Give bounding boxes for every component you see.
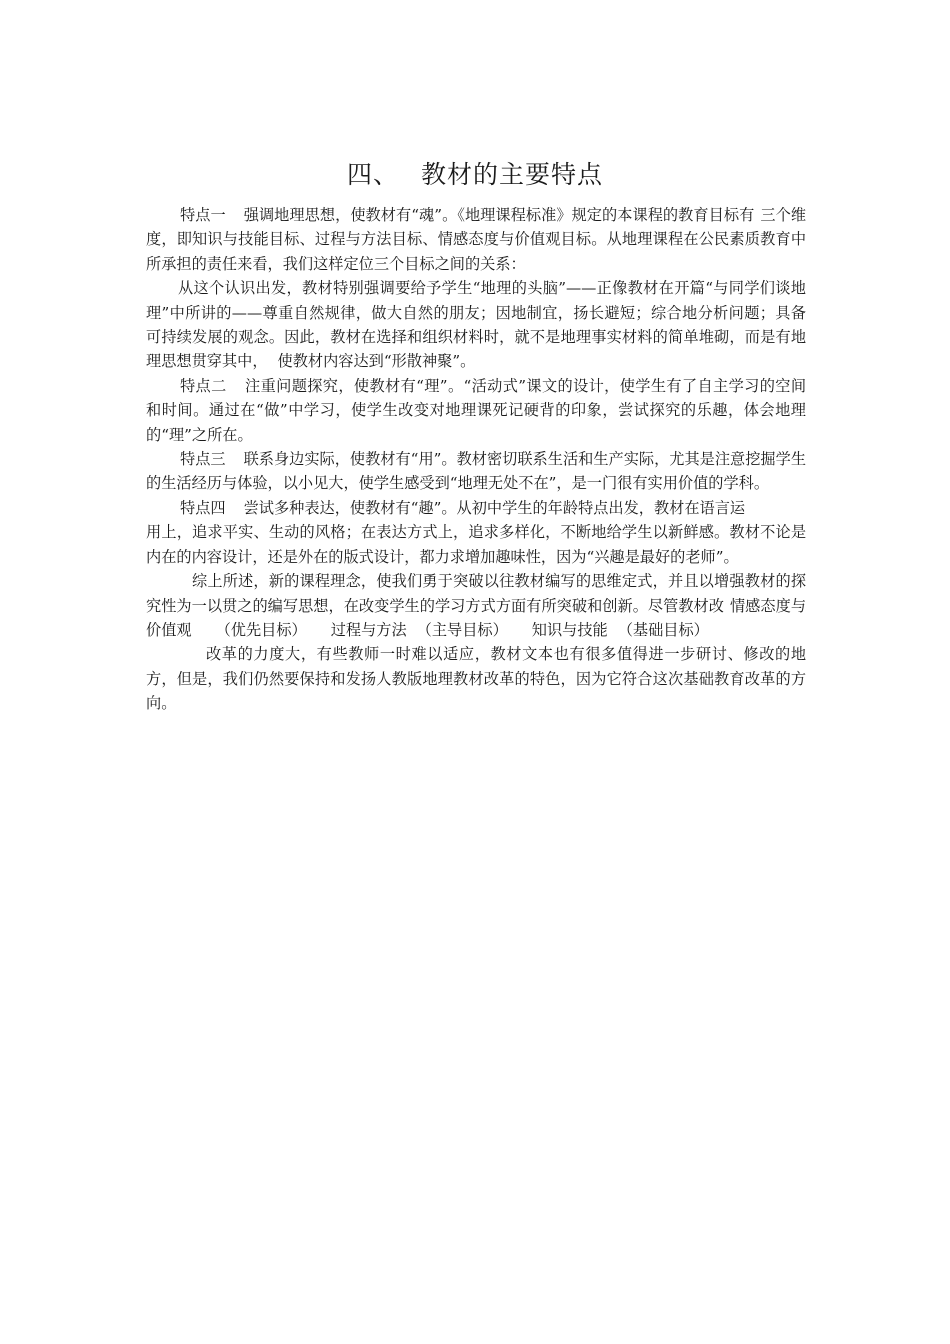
geography-mind-text-a: 从这个认识出发，教材特别强调要给予学生“地理的头脑”——正像教材在开篇“与同学们谈地理”中所讲的——尊重自然规律，做大自然的朋友；因地制宜，扬长避短；综合地分析问题；具备可持续发展的观念。因此，教材在选择和组织材料时，就不是地理事实材料的简单堆砌，而是有地理思想贯穿其中， bbox=[146, 279, 806, 371]
feature-four-text-b: 用上，追求平实、生动的风格；在表达方式上，追求多样化，不断地给学生以新鲜感。教材不论是内在的内容设计，还是外在的版式设计，都力求增加趣味性，因为“兴趣是最好的老师”。 bbox=[146, 523, 806, 566]
feature-two-text: 注重问题探究，使教材有“理”。“活动式”课文的设计，使学生有了自主学习的空间和时间。通过在“做”中学习，使学生改变对地理课死记硬背的印象，尝试探究的乐趣，体会地理的“理”之所在。 bbox=[146, 376, 807, 444]
feature-four-label: 特点四 bbox=[180, 498, 226, 517]
paragraph-geography-mind bbox=[146, 276, 806, 374]
goal-emotion-tag: （优先目标） bbox=[215, 620, 307, 639]
goal-knowledge-tag: （基础目标） bbox=[617, 620, 709, 639]
paragraph-reform bbox=[146, 642, 806, 715]
paragraph-summary bbox=[146, 569, 806, 642]
reform-text: 改革的力度大，有些教师一时难以适应，教材文本也有很多值得进一步研讨、修改的地方，但是，我们仍然要保持和发扬人教版地理教材改革的特色，因为它符合这次基础教育改革的方向。 bbox=[146, 645, 806, 713]
feature-one-text-a: 强调地理思想，使教材有“魂”。《地理课程标准》规定的本课程的教育目标有 bbox=[243, 206, 755, 224]
summary-text-a: 综上所述，新的课程理念，使我们勇于突破以往教材编写的思维定式，并且以增强教材的探究性为一以贯之的编写思想，在改变学生的学习方式方面有所突破和创新。尽管教材改 bbox=[146, 572, 806, 615]
document-body bbox=[146, 203, 806, 716]
feature-three-label: 特点三 bbox=[180, 450, 226, 469]
goal-knowledge: 知识与技能 bbox=[531, 620, 608, 639]
feature-two-label: 特点二 bbox=[180, 376, 227, 395]
paragraph-feature-four-b bbox=[146, 520, 806, 569]
paragraph-feature-one bbox=[146, 203, 806, 276]
feature-one-label: 特点一 bbox=[180, 206, 226, 224]
feature-one-text-b: 三个维度，即知识与技能目标、过程与方法目标、情感态度与价值观目标。从地理课程在公民素质教育中所承担的责任来看，我们这样定位三个目标之间的关系： bbox=[146, 206, 807, 273]
geography-mind-text-b: 使教材内容达到“形散神聚”。 bbox=[277, 352, 476, 371]
section-number: 四、 bbox=[346, 160, 399, 189]
feature-three-text: 联系身边实际，使教材有“用”。教材密切联系生活和生产实际，尤其是注意挖掘学生的生活经历与体验，以小见大，使学生感受到“地理无处不在”，是一门很有实用价值的学科。 bbox=[146, 450, 807, 493]
goal-emotion: 情感态度与价值观 bbox=[146, 596, 807, 639]
goal-process: 过程与方法 bbox=[330, 620, 407, 639]
section-title bbox=[0, 158, 950, 192]
section-title-text: 教材的主要特点 bbox=[421, 160, 604, 189]
feature-four-text-a: 尝试多种表达，使教材有“趣”。从初中学生的年龄特点出发，教材在语言运 bbox=[243, 498, 746, 517]
paragraph-feature-three bbox=[146, 447, 806, 496]
goal-process-tag: （主导目标） bbox=[416, 620, 508, 639]
paragraph-feature-four-a bbox=[146, 496, 806, 520]
paragraph-feature-two bbox=[146, 374, 806, 447]
